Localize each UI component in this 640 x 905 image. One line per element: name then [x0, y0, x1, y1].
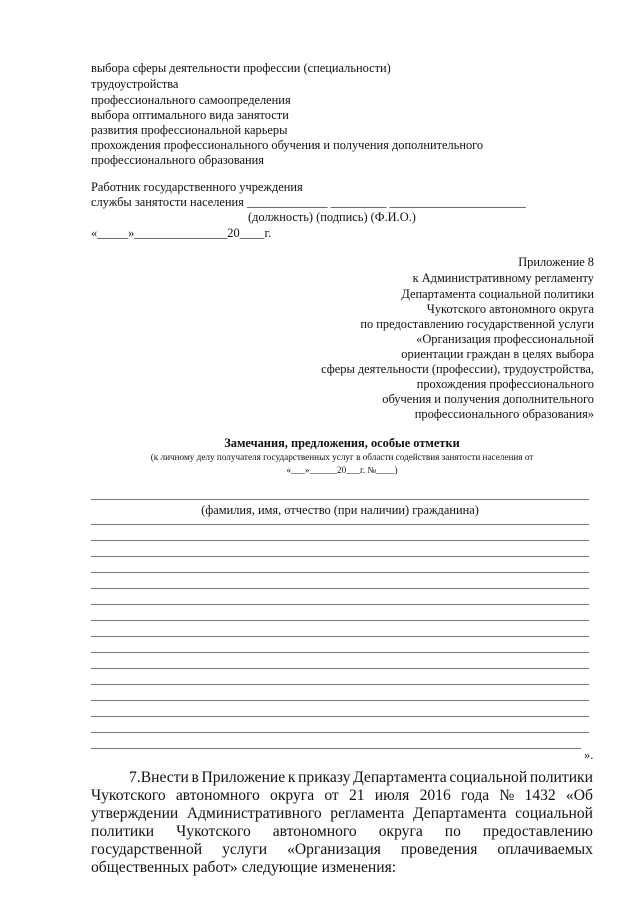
appendix-header-line: Департамента социальной политики: [401, 287, 594, 301]
word: года: [460, 787, 490, 804]
remarks-blank-line: [91, 556, 589, 557]
appendix-header-line: к Административному регламенту: [412, 271, 594, 285]
word: оплачиваемых: [497, 841, 593, 858]
signature-line: службы занятости населения _____________ _________ ______________________: [91, 195, 526, 209]
word: округа: [378, 823, 423, 840]
remarks-blank-line: [91, 684, 589, 685]
paragraph-line-1: [129, 769, 593, 787]
list-item: профессионального самоопределения: [91, 93, 291, 107]
paragraph-line-3: [91, 805, 593, 823]
word: 7.Внести: [129, 769, 189, 786]
signature-employee-label: Работник государственного учреждения: [91, 180, 303, 194]
word: 2016: [419, 787, 451, 804]
word: в: [191, 769, 199, 786]
appendix-header-line: «Организация профессиональной: [416, 332, 594, 346]
name-blank-line: [91, 499, 589, 500]
word: по: [444, 823, 461, 840]
appendix-header-line: сферы деятельности (профессии), трудоустройства,: [321, 362, 594, 376]
word: к: [287, 769, 296, 786]
remarks-blank-line: [91, 636, 589, 637]
paragraph-line-5: [91, 841, 593, 859]
remarks-blank-line: [91, 604, 589, 605]
appendix-header-line: Чукотского автономного округа: [426, 302, 594, 316]
remarks-blank-line: [91, 524, 589, 525]
appendix-header-line: профессионального образования»: [414, 407, 594, 421]
remarks-blank-line: [91, 668, 589, 669]
list-item: прохождения профессионального обучения и получения дополнительного: [91, 138, 484, 152]
word: государственной: [91, 841, 203, 858]
word: предоставлению: [482, 823, 593, 840]
list-item: выбора сферы деятельности профессии (специальности): [91, 61, 391, 75]
word: автономного: [272, 823, 357, 840]
form-closing-quote: ».: [584, 748, 594, 762]
word: социальной: [449, 769, 528, 786]
signature-captions: (должность) (подпись) (Ф.И.О.): [248, 210, 416, 224]
word: «Организация: [287, 841, 381, 858]
remarks-blank-line: [91, 540, 589, 541]
word: Приложение: [201, 769, 286, 786]
word: Чукотского: [91, 787, 166, 804]
remarks-blank-line: [91, 700, 589, 701]
word: Департамента: [412, 805, 507, 822]
appendix-header-line: Приложение 8: [518, 255, 594, 269]
appendix-header-line: прохождения профессионального: [416, 377, 594, 391]
word: автономного: [175, 787, 260, 804]
word: приказу: [298, 769, 351, 786]
paragraph-line-6: общественных работ» следующие изменения:: [91, 859, 397, 876]
word: утверждении: [91, 805, 179, 822]
word: социальной: [515, 805, 593, 822]
word: Департамента: [353, 769, 447, 786]
remarks-blank-line: [91, 732, 589, 733]
remarks-blank-line: [91, 652, 589, 653]
word: политики: [91, 823, 155, 840]
list-item: выбора оптимального вида занятости: [91, 108, 289, 122]
word: Чукотского: [176, 823, 251, 840]
appendix-header-line: по предоставлению государственной услуги: [360, 317, 594, 331]
list-item: профессионального образования: [91, 153, 265, 167]
word: Административного: [186, 805, 322, 822]
form-subtitle-date: «___»______20___г. №____): [286, 465, 398, 475]
word: «Об: [565, 787, 593, 804]
word: июля: [374, 787, 410, 804]
paragraph-line-2: [91, 787, 593, 805]
appendix-header-line: обучения и получения дополнительного: [382, 392, 594, 406]
name-caption: (фамилия, имя, отчество (при наличии) гражданина): [201, 503, 479, 517]
form-title: Замечания, предложения, особые отметки: [224, 436, 460, 450]
word: регламента: [330, 805, 405, 822]
word: от: [324, 787, 339, 804]
signature-date: «_____»_______________20____г.: [91, 226, 272, 240]
list-item: развития профессиональной карьеры: [91, 123, 288, 137]
word: 21: [348, 787, 365, 804]
word: округа: [270, 787, 315, 804]
remarks-blank-line: [91, 572, 589, 573]
word: проведения: [400, 841, 478, 858]
remarks-blank-line: [91, 588, 589, 589]
word: 1432: [524, 787, 556, 804]
list-item: трудоустройства: [91, 77, 179, 91]
paragraph-line-4: [91, 823, 593, 841]
remarks-blank-line: [91, 620, 589, 621]
remarks-blank-line: [91, 716, 589, 717]
form-subtitle: (к личному делу получателя государственных услуг в области содействия занятости населения от: [150, 452, 534, 462]
word: политики: [529, 769, 593, 786]
word: №: [499, 787, 515, 804]
remarks-blank-line: [91, 748, 581, 749]
word: услуги: [222, 841, 268, 858]
appendix-header-line: ориентации граждан в целях выбора: [401, 347, 594, 361]
